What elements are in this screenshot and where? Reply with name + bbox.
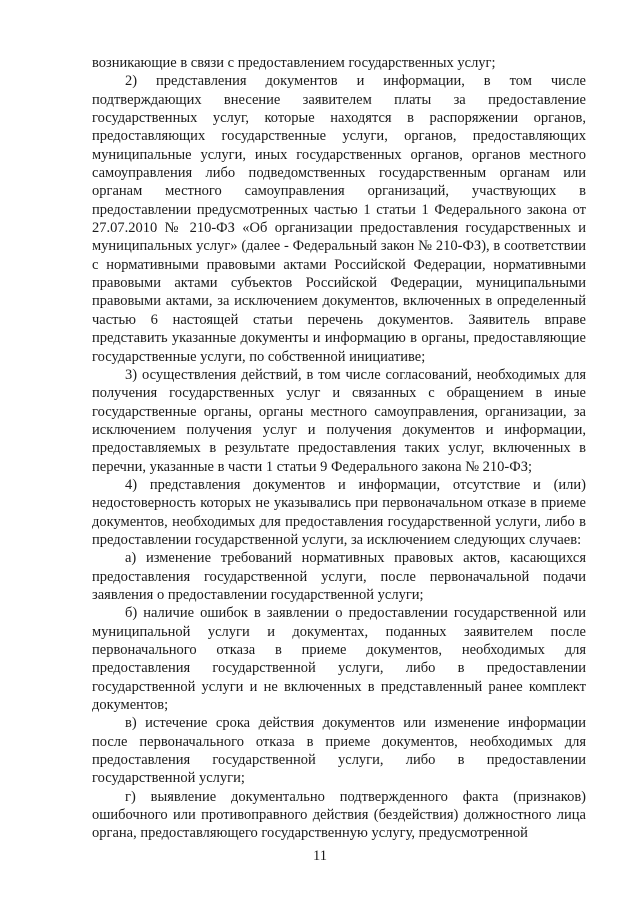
paragraph-continuation: возникающие в связи с предоставлением государственных услуг; [92,55,496,71]
document-body [92,54,586,843]
paragraph-subitem-g: г) выявление документально подтвержденного факта (признаков) ошибочного или противоправного действия (бездействия) должностного лица органа, предоставляющего государственную услугу, предусмотренной [92,788,586,842]
paragraph-item-4: 4) представления документов и информации, отсутствие и (или) недостоверность которых не указывались при первоначальном отказе в приеме документов, необходимых для предоставления государственной услуги, либо в предоставлении государственной услуги, за исключением следующих случаев: [92,476,586,548]
paragraph-subitem-v: в) истечение срока действия документов или изменение информации после первоначального отказа в приеме документов, необходимых для предоставления государственной услуги, либо в предоставлении государственной услуги; [92,715,586,787]
paragraph-subitem-b: б) наличие ошибок в заявлении о предоставлении государственной или муниципальной услуги и документах, поданных заявителем после первоначального отказа в приеме документов, необходимых для предоставления государственной услуги, либо в предоставлении государственной услуги и не включенных в представленный ранее комплект документов; [92,605,586,714]
paragraph-item-3: 3) осуществления действий, в том числе согласований, необходимых для получения государственных услуг и связанных с обращением в иные государственные органы, органы местного самоуправления, организации, за исключением получения услуг и получения документов и информации, предоставляемых в результате предоставления таких услуг, включенных в перечни, указанные в части 1 статьи 9 Федерального закона № 210-ФЗ; [92,366,586,475]
page-number: 11 [313,848,327,864]
paragraph-subitem-a: а) изменение требований нормативных правовых актов, касающихся предоставления государственной услуги, после первоначальной подачи заявления о предоставлении государственной услуги; [92,550,586,603]
paragraph-item-2: 2) представления документов и информации, в том числе подтверждающих внесение заявителем платы за предоставление государственных услуг, которые находятся в распоряжении органов, предоставляющих государственные услуги, органов, предоставляющих муниципальные услуги, иных государственных органов, органов местного самоуправления либо подведомственных государственным органам или органам местного самоуправления организаций, участвующих в предоставлении предусмотренных частью 1 статьи 1 Федерального закона от 27.07.2010 № 210-ФЗ «Об организации предоставления государственных и муниципальных услуг» (далее - Федеральный закон № 210-ФЗ), в соответствии с нормативными правовыми актами Российской Федерации, нормативными правовыми актами субъектов Российской Федерации, муниципальными правовыми актами, за исключением документов, включенных в определенный частью 6 настоящей статьи перечень документов. Заявитель вправе представить указанные документы и информацию в органы, предоставляющие государственные услуги, по собственной инициативе; [92,73,586,365]
